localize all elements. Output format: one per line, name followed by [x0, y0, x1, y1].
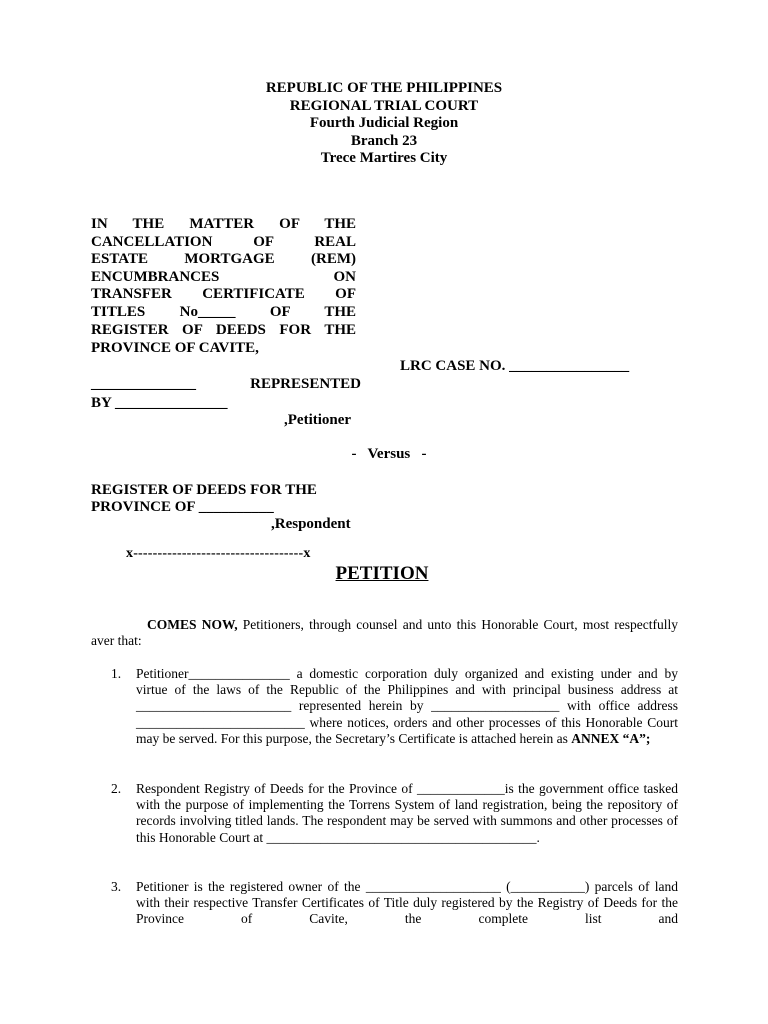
paragraph-body: [136, 666, 678, 747]
petitioner-name-blank: ______________: [91, 376, 196, 392]
lrc-case-number: LRC CASE NO. ________________: [400, 358, 630, 374]
paragraph-number: 1.: [111, 666, 122, 681]
annex-reference: ANNEX “A”;: [571, 730, 651, 746]
paragraph-1: [111, 666, 678, 747]
caption-line: TITLES No_____ OF THE: [91, 303, 356, 320]
respondent-label: ,Respondent: [271, 516, 351, 532]
caption-line: CANCELLATION OF REAL: [91, 233, 356, 250]
paragraph-2: [111, 781, 678, 846]
paragraph-body: Respondent Registry of Deeds for the Province of _____________is the government office tasked with the purpose of implementing the Torrens System of land registration, being the repository of records involving titled lands. The respondent may be served with summons and other processes of this Honorable Court at ________________________________________.: [136, 781, 678, 845]
intro-text: Petitioners, through counsel and unto this Honorable Court, most respectfully aver that:: [91, 617, 679, 648]
caption-line: REGISTER OF DEEDS FOR THE: [91, 321, 356, 338]
header-court: REGIONAL TRIAL COURT: [289, 97, 479, 114]
paragraph-text: Petitioner_______________ a domestic corporation duly organized and existing under and by virtue of the laws of the Republic of the Philippines and with principal business address at _______________________ represented herein by ___________________ with office address _________________________ where notices, orders and other processes of this Honorable Court may be served. For this purpose, the Secretary’s Certificate is attached herein as: [136, 666, 678, 746]
header-republic: REPUBLIC OF THE PHILIPPINES: [265, 80, 503, 96]
respondent-line-1: REGISTER OF DEEDS FOR THE: [91, 482, 317, 498]
petitioner-label: ,Petitioner: [284, 412, 352, 428]
caption-separator: x-----------------------------------x: [126, 546, 311, 561]
intro-paragraph: [91, 617, 678, 649]
caption-line: ESTATE MORTGAGE (REM): [91, 251, 356, 268]
paragraph-3: [111, 879, 678, 928]
respondent-line-2: PROVINCE OF __________: [91, 499, 274, 515]
caption-line: IN THE MATTER OF THE: [91, 216, 356, 232]
caption-line: TRANSFER CERTIFICATE OF: [91, 286, 356, 303]
header-region: Fourth Judicial Region: [309, 115, 459, 131]
paragraph-body: Petitioner is the registered owner of the ____________________ (___________) parcels of land with their respective Transfer Certificates of Title duly registered by the Registry of Deeds for the Province of Cavite, the complete list and: [136, 879, 678, 927]
case-caption: [91, 216, 356, 339]
header-city: Trece Martires City: [320, 150, 448, 166]
court-header: [0, 80, 768, 168]
represented-by-line: BY _______________: [91, 395, 228, 411]
document-title: PETITION: [335, 563, 429, 584]
caption-line: ENCUMBRANCES ON: [91, 268, 356, 285]
paragraph-number: 3.: [111, 879, 122, 894]
paragraph-number: 2.: [111, 781, 122, 796]
intro-lead: COMES NOW,: [147, 617, 238, 632]
versus-label: - Versus -: [351, 446, 427, 462]
represented-word: REPRESENTED: [250, 376, 361, 392]
caption-last-line: PROVINCE OF CAVITE,: [91, 340, 259, 356]
represented-line: [91, 375, 361, 394]
header-branch: Branch 23: [350, 132, 418, 149]
